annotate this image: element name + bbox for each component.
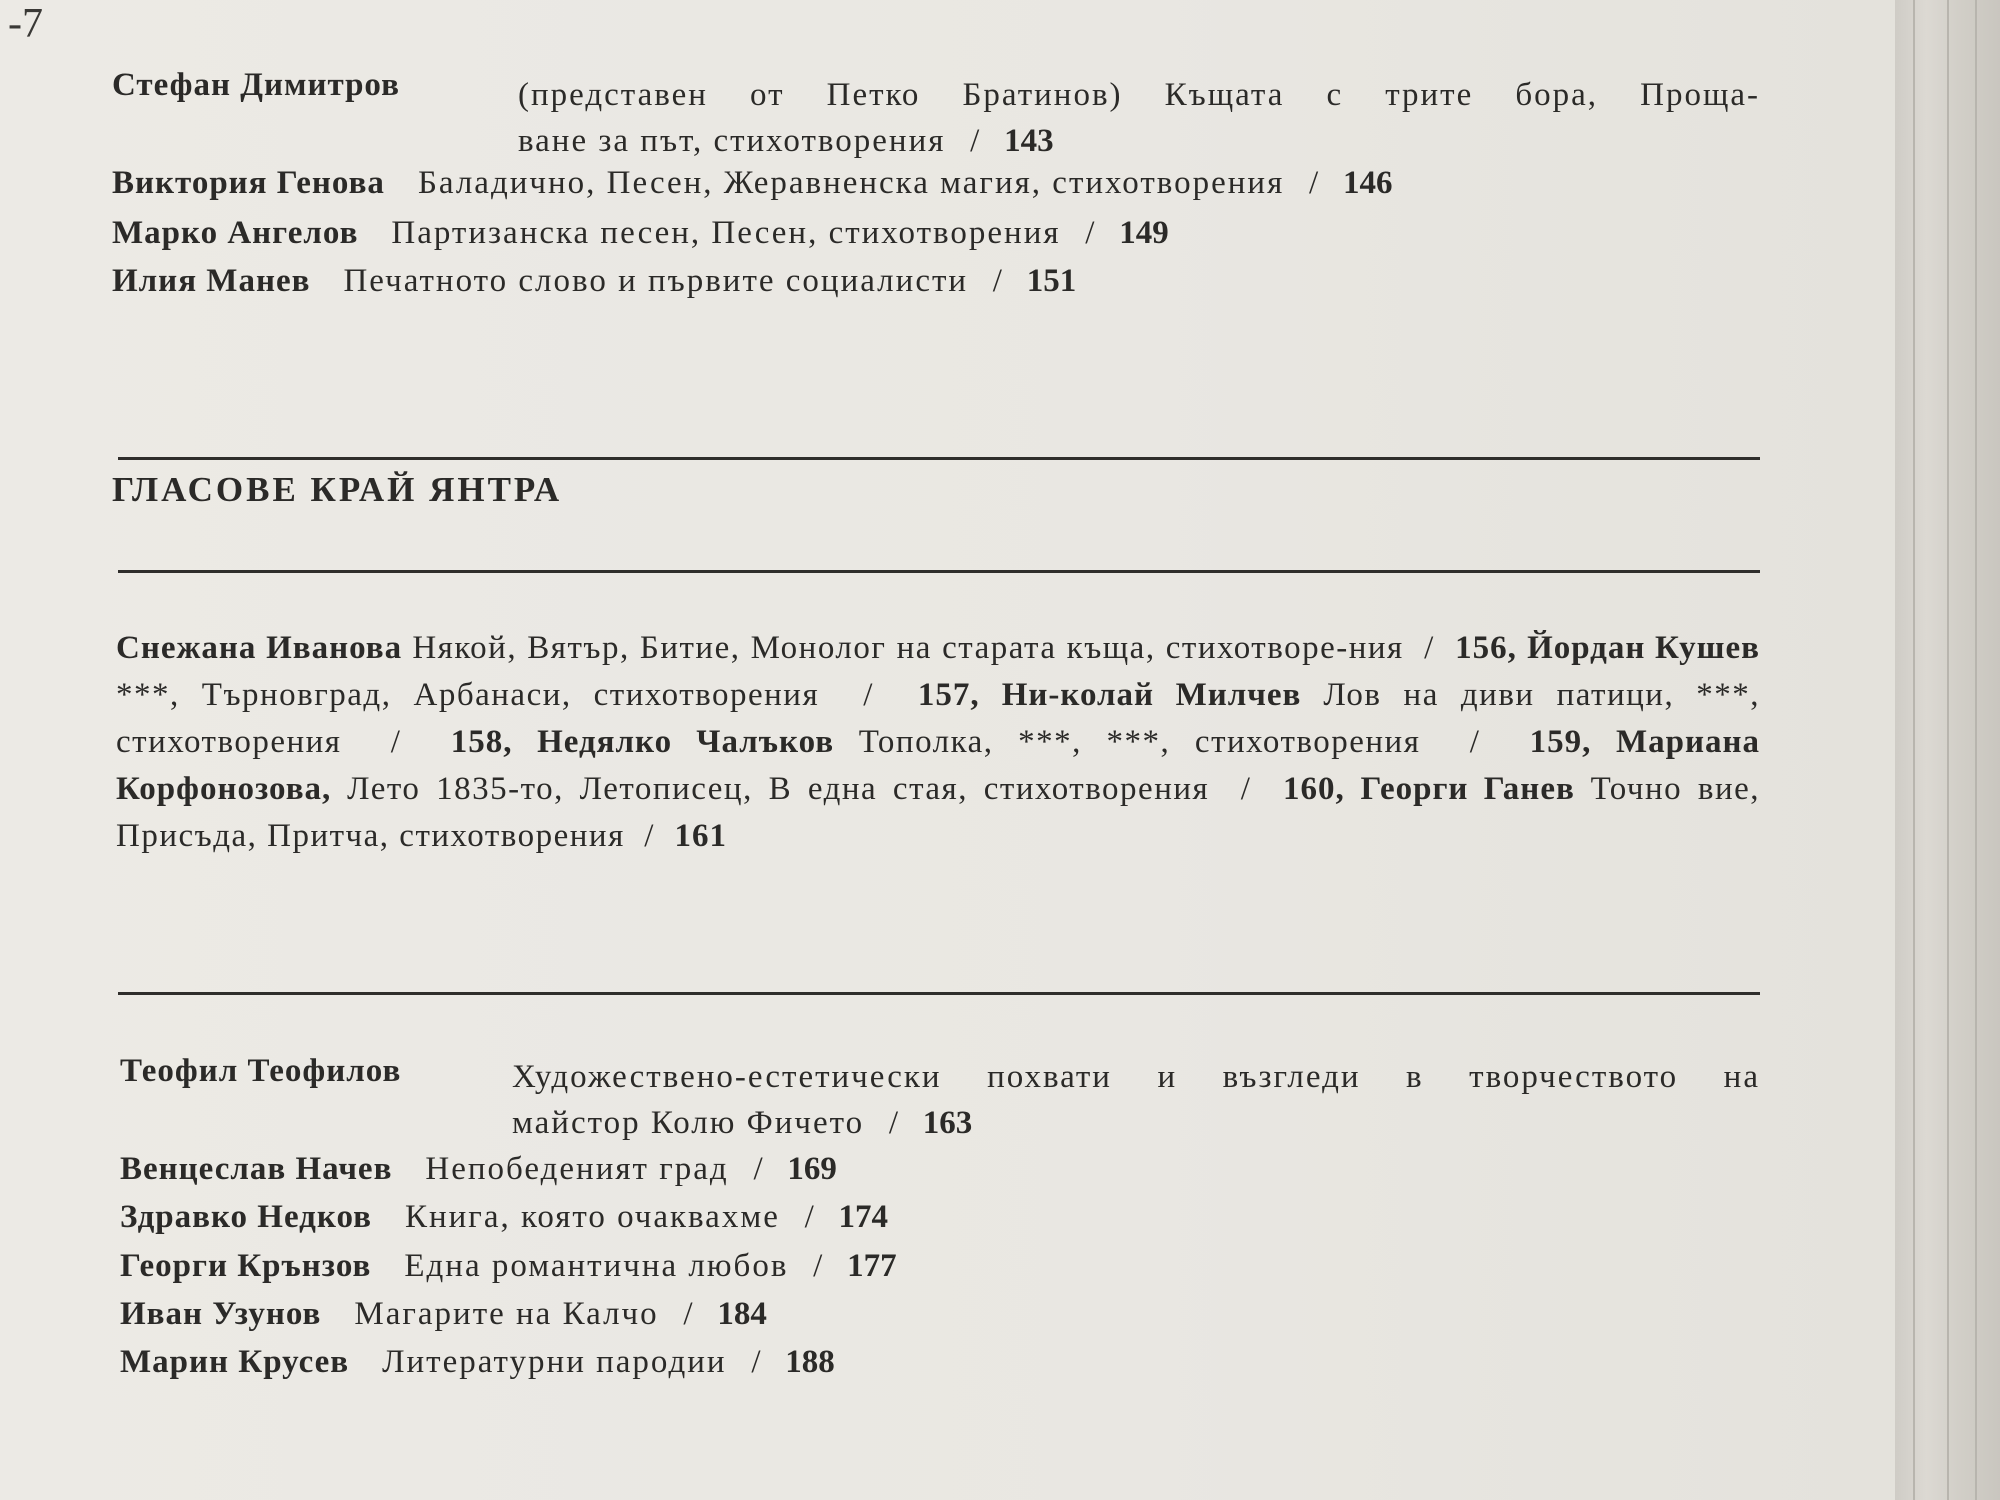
entry-author: Марин Крусев [120, 1344, 350, 1380]
section-entries-block [116, 625, 1760, 860]
entry-title: Тополка, ***, ***, стихотворения [858, 724, 1421, 760]
entry-title: Магарите на Калчо [354, 1296, 659, 1332]
entry-page: 158, [450, 724, 513, 760]
entry-page: 188 [785, 1344, 835, 1380]
entry-author: Теофил Теофилов [120, 1053, 402, 1089]
entry-author: Ни-колай Милчев [1001, 677, 1302, 713]
entry-title: Художествено-естетически похвати и възгледи в творчеството на [512, 1059, 1760, 1095]
entry-author: Недялко Чалъков [537, 724, 835, 760]
entry-author: Георги Ганев [1360, 771, 1575, 807]
entry-title-cont: ване за път, стихотворения [518, 123, 946, 159]
entry-title: Точно вие, Присъда, Притча, стихотворения [116, 771, 1761, 854]
separator: / [1469, 724, 1481, 760]
entry-author: Илия Манев [112, 263, 311, 299]
entry-page: 169 [787, 1151, 837, 1187]
entry-title: Баладично, Песен, Жеравненска магия, стихотворения [417, 165, 1285, 201]
toc-entry [112, 160, 1392, 206]
entry-author: Виктория Генова [112, 165, 385, 201]
entry-author: Марко Ангелов [112, 215, 359, 251]
toc-entry-text [512, 1054, 1760, 1146]
separator: / [813, 1248, 823, 1284]
separator: / [753, 1151, 763, 1187]
toc-entry-text [518, 72, 1760, 164]
separator: / [390, 724, 402, 760]
divider-line [118, 992, 1760, 995]
separator: / [863, 677, 874, 713]
toc-entry [120, 1243, 897, 1289]
toc-entry [120, 1291, 767, 1337]
toc-entry [120, 1194, 888, 1240]
separator: / [1309, 165, 1319, 201]
entry-page: 143 [1004, 123, 1054, 159]
separator: / [888, 1105, 899, 1141]
entry-author: Йордан Кушев [1527, 630, 1760, 666]
entry-title: Някой, Вятър, Битие, Монолог на старата къща, стихотворе-ния [412, 630, 1404, 666]
entry-page: 177 [847, 1248, 897, 1284]
edge-line [1975, 0, 1977, 1500]
edge-line [1947, 0, 1949, 1500]
entry-author: Здравко Недков [120, 1199, 372, 1235]
entry-author: Стефан Димитров [112, 67, 400, 103]
entry-title: Една романтична любов [404, 1248, 789, 1284]
entry-author: Георги Крънзов [120, 1248, 372, 1284]
toc-entry [120, 1048, 401, 1094]
entry-title-cont: майстор Колю Фичето [512, 1105, 865, 1141]
separator: / [992, 263, 1002, 299]
separator: / [804, 1199, 814, 1235]
entry-page: 161 [674, 818, 727, 854]
toc-entry [112, 258, 1076, 304]
entry-page: 159, [1529, 724, 1592, 760]
entry-author: Венцеслав Начев [120, 1151, 393, 1187]
entry-title: ***, Търновград, Арбанаси, стихотворения [116, 677, 820, 713]
separator: / [1424, 630, 1435, 666]
entry-author: Иван Узунов [120, 1296, 322, 1332]
entry-title: Непобеденият град [425, 1151, 729, 1187]
entry-title: Лето 1835-то, Летописец, В една стая, стихотворения [347, 771, 1210, 807]
entry-page: 184 [717, 1296, 767, 1332]
entry-title: Лов на диви патици, ***, стихотворения [116, 677, 1760, 760]
separator: / [1085, 215, 1095, 251]
separator: / [644, 818, 655, 854]
toc-entry [120, 1146, 837, 1192]
section-title: ГЛАСОВЕ КРАЙ ЯНТРА [112, 470, 563, 509]
divider-line [118, 570, 1760, 573]
entry-title: Партизанска песен, Песен, стихотворения [391, 215, 1061, 251]
entry-title: Книга, която очаквахме [404, 1199, 780, 1235]
separator: / [683, 1296, 693, 1332]
entry-page: 146 [1342, 165, 1393, 201]
toc-entry [112, 210, 1169, 256]
page-edge [1895, 0, 2000, 1500]
entry-author: Снежана Иванова [116, 630, 403, 666]
separator: / [970, 123, 980, 159]
entry-page: 151 [1026, 263, 1077, 299]
entry-title: (представен от Петко Братинов) Къщата с трите бора, Проща- [518, 77, 1760, 113]
entry-page: 156, [1455, 630, 1517, 666]
entry-title: Печатното слово и първите социалисти [343, 263, 969, 299]
edge-line [1913, 0, 1915, 1500]
separator: / [751, 1344, 761, 1380]
entry-page: 174 [838, 1199, 889, 1235]
divider-line [118, 457, 1760, 460]
toc-entry [120, 1339, 835, 1385]
entry-page: 163 [922, 1105, 973, 1141]
entry-page: 157, [917, 677, 980, 713]
entry-page: 149 [1119, 215, 1169, 251]
toc-entry [112, 62, 400, 108]
entry-author: Мариана Корфонозова, [116, 724, 1761, 807]
entry-title: Литературни пародии [382, 1344, 727, 1380]
entry-page: 160, [1282, 771, 1345, 807]
separator: / [1240, 771, 1252, 807]
margin-mark: -7 [8, 1, 43, 47]
